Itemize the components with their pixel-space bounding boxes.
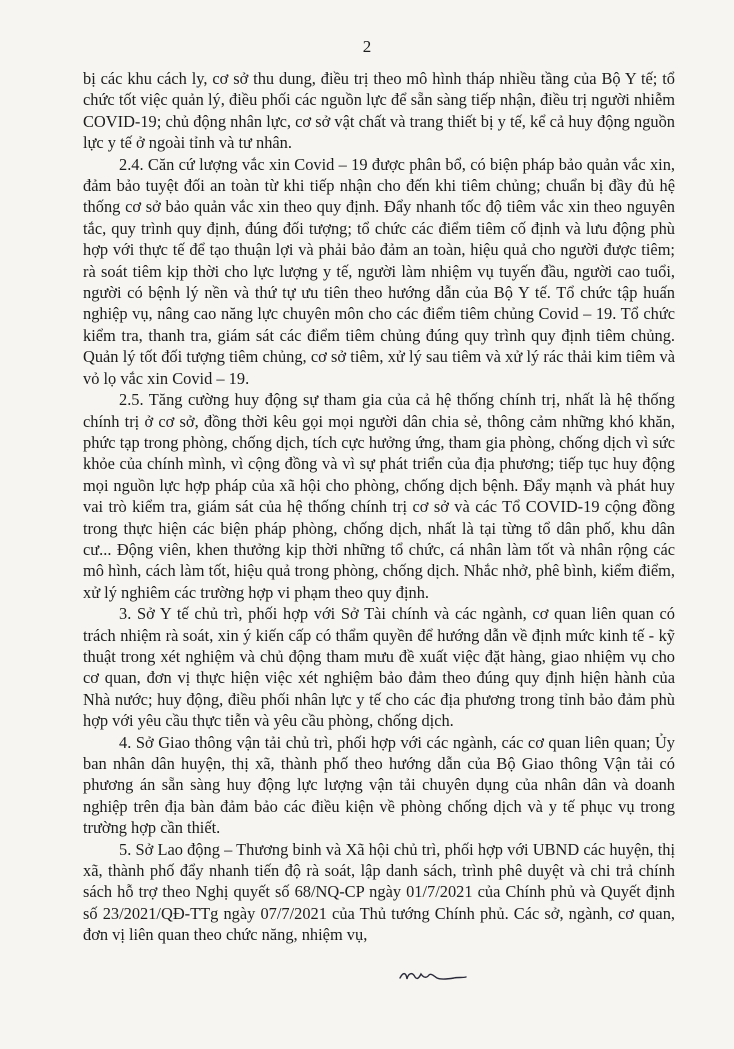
- paragraph-2-4: 2.4. Căn cứ lượng vắc xin Covid – 19 được phân bổ, có biện pháp bảo quản vắc xin, đảm bảo tuyệt đối an toàn từ khi tiếp nhận cho đến khi tiêm chủng; chuẩn bị đầy đủ hệ thống cơ sở bảo quản vắc xin theo quy định. Đẩy nhanh tốc độ tiêm vắc xin theo nguyên tắc, quy trình quy định, đúng đối tượng; tổ chức các điểm tiêm cố định và lưu động phù hợp với thực tế để tạo thuận lợi và phải bảo đảm an toàn, hiệu quả cho người được tiêm; rà soát tiêm kịp thời cho lực lượng y tế, người làm nhiệm vụ tuyến đầu, người cao tuổi, người có bệnh lý nền và thứ tự ưu tiên theo hướng dẫn của Bộ Y tế. Tổ chức tập huấn nghiệp vụ, nâng cao năng lực chuyên môn cho các điểm tiêm chủng Covid – 19. Tổ chức kiểm tra, thanh tra, giám sát các điểm tiêm chủng đúng quy trình quy định tiêm chủng. Quản lý tốt đối tượng tiêm chủng, cơ sở tiêm, xử lý sau tiêm và xử lý rác thải kim tiêm và vỏ lọ vắc xin Covid – 19.: [83, 154, 675, 388]
- paragraph-2-5: 2.5. Tăng cường huy động sự tham gia của cả hệ thống chính trị, nhất là hệ thống chính trị ở cơ sở, đồng thời kêu gọi mọi người dân chia sẻ, thông cảm những khó khăn, phức tạp trong phòng, chống dịch, tích cực hưởng ứng, tham gia phòng, chống dịch vì sức khỏe của chính mình, vì cộng đồng và vì sự phát triển của địa phương; tiếp tục huy động mọi nguồn lực hợp pháp của xã hội cho phòng, chống dịch bệnh. Đẩy mạnh và phát huy vai trò kiểm tra, giám sát của hệ thống chính trị cơ sở và các Tổ COVID-19 cộng đồng trong thực hiện các biện pháp phòng, chống dịch, nhất là tại từng tổ dân phố, khu dân cư... Động viên, khen thưởng kịp thời những tổ chức, cá nhân làm tốt và nhân rộng các mô hình, cách làm tốt, hiệu quả trong phòng, chống dịch. Nhắc nhở, phê bình, kiểm điểm, xử lý nghiêm các trường hợp vi phạm theo quy định.: [83, 390, 675, 602]
- paragraph-4: 4. Sở Giao thông vận tải chủ trì, phối hợp với các ngành, các cơ quan liên quan; Ủy ban nhân dân huyện, thị xã, thành phố theo hướng dẫn của Bộ Giao thông Vận tải có phương án sẵn sàng huy động lực lượng vận tải chuyên dụng của nhân dân và doanh nghiệp trên địa bàn đảm bảo các điều kiện về phòng chống dịch và y tế phục vụ trong trường hợp cần thiết.: [83, 732, 675, 838]
- page-number: 2: [362, 37, 372, 56]
- document-body: [83, 68, 675, 946]
- handwritten-initials-signature: [398, 962, 468, 988]
- paragraph-continuation: bị các khu cách ly, cơ sở thu dung, điều trị theo mô hình tháp nhiều tầng của Bộ Y tế; tổ chức tốt việc quản lý, điều phối các nguồn lực để sẵn sàng tiếp nhận, điều trị người nhiễm COVID-19; chủ động nhân lực, cơ sở vật chất và trang thiết bị y tế, kể cả huy động nguồn lực y tế ở ngoài tỉnh và tư nhân.: [83, 69, 675, 153]
- paragraph-5: 5. Sở Lao động – Thương binh và Xã hội chủ trì, phối hợp với UBND các huyện, thị xã, thành phố đẩy nhanh tiến độ rà soát, lập danh sách, trình phê duyệt và chi trả chính sách hỗ trợ theo Nghị quyết số 68/NQ-CP ngày 01/7/2021 của Chính phủ và Quyết định số 23/2021/QĐ-TTg ngày 07/7/2021 của Thủ tướng Chính phủ. Các sở, ngành, cơ quan, đơn vị liên quan theo chức năng, nhiệm vụ,: [83, 839, 675, 945]
- paragraph-3: 3. Sở Y tế chủ trì, phối hợp với Sở Tài chính và các ngành, cơ quan liên quan có trách nhiệm rà soát, xin ý kiến cấp có thẩm quyền để hướng dẫn về định mức kinh tế - kỹ thuật trong xét nghiệm và chủ động tham mưu đề xuất việc đặt hàng, giao nhiệm vụ cho cơ quan, đơn vị thực hiện việc xét nghiệm bảo đảm theo đúng quy định hiện hành của Nhà nước; huy động, điều phối nhân lực y tế cho các địa phương trong tỉnh bảo đảm phù hợp với yêu cầu thực tiễn và yêu cầu phòng, chống dịch.: [83, 604, 675, 731]
